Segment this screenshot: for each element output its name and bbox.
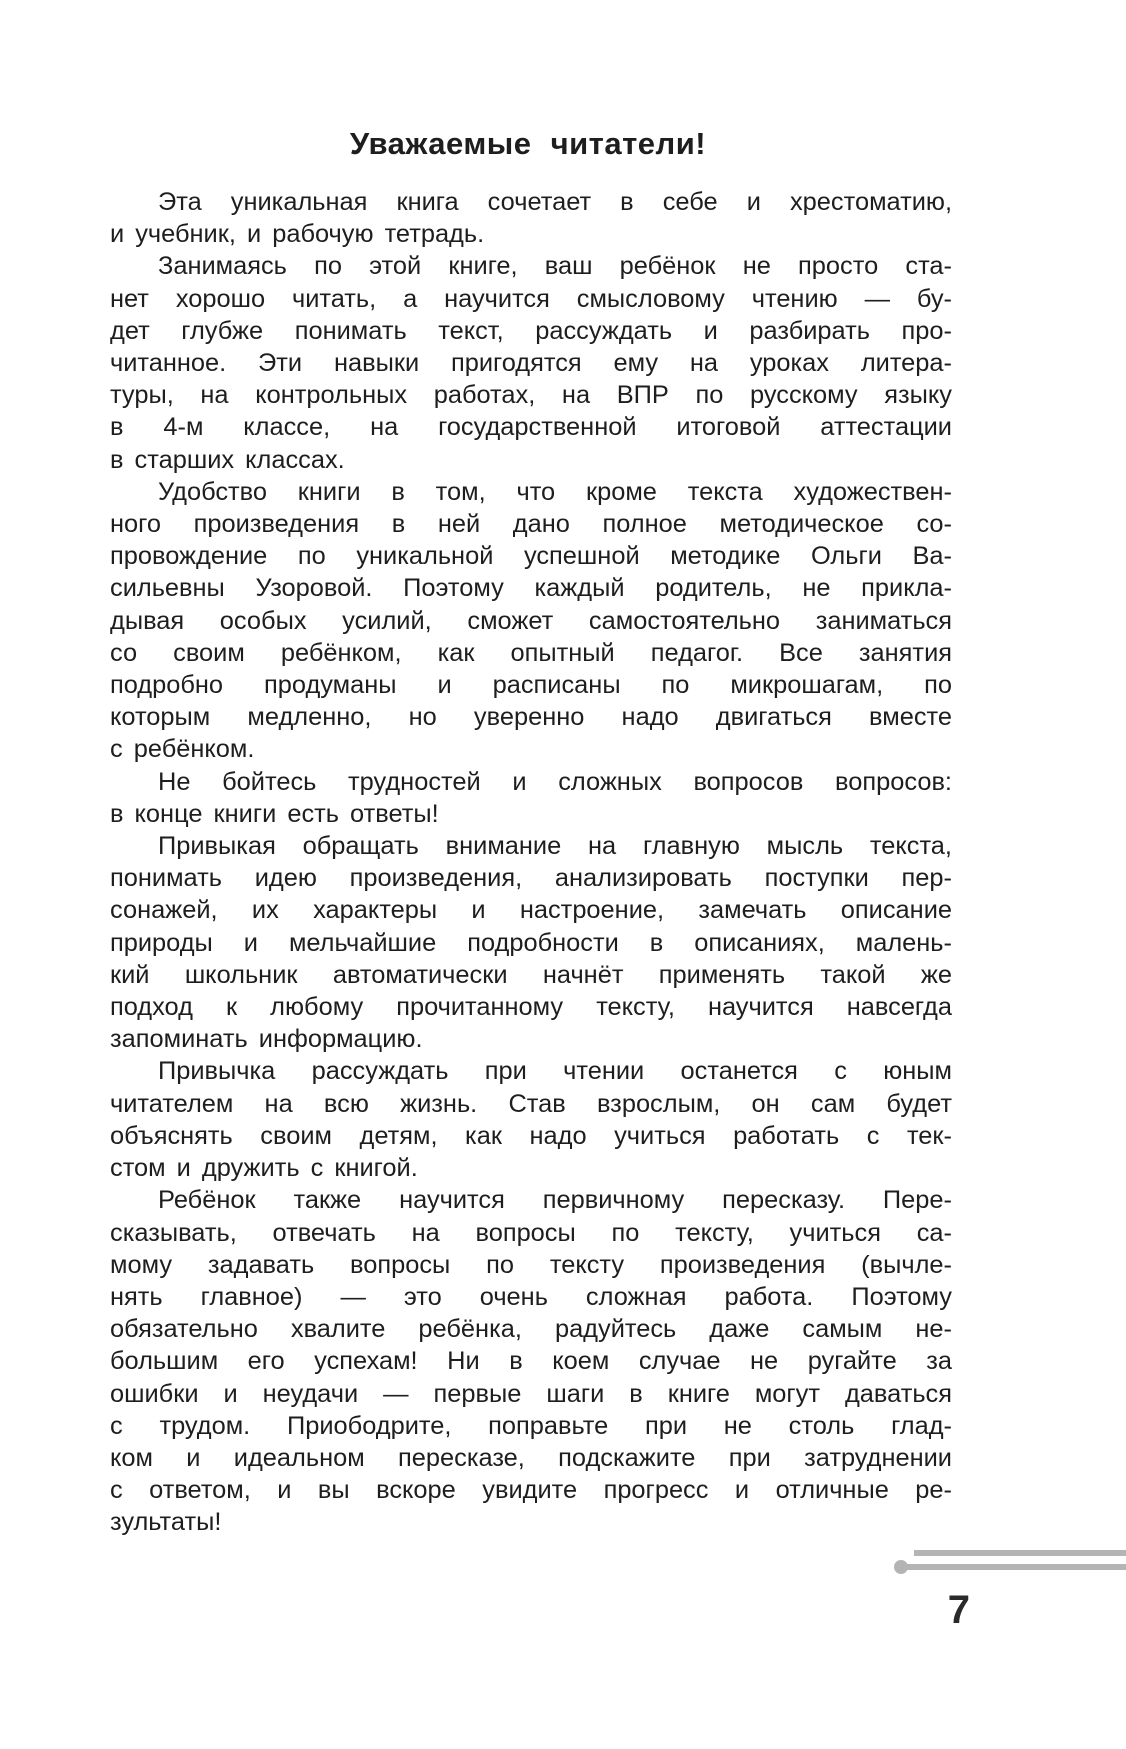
text-line: читанное. Эти навыки пригодятся ему на уроках литера- <box>110 349 952 378</box>
text-line: нять главное) — это очень сложная работа. Поэтому <box>110 1282 952 1311</box>
text-line: стом и дружить с книгой. <box>110 1154 418 1183</box>
text-line: подход к любому прочитанному тексту, научится навсегда <box>110 993 952 1022</box>
text-line: понимать идею произведения, анализировать поступки пер- <box>110 864 952 893</box>
page-number: 7 <box>947 1588 970 1632</box>
text-line: Привыкая обращать внимание на главную мысль текста, <box>158 832 952 861</box>
text-line: Эта уникальная книга сочетает в себе и хрестоматию, <box>158 188 952 216</box>
text-line: с трудом. Приободрите, поправьте при не столь глад- <box>110 1411 952 1440</box>
text-line: запоминать информацию. <box>110 1025 423 1054</box>
text-line: сонажей, их характеры и настроение, замечать описание <box>110 896 952 925</box>
text-line: туры, на контрольных работах, на ВПР по русскому языку <box>110 381 952 410</box>
text-line: с ответом, и вы вскоре увидите прогресс и отличные ре- <box>110 1476 952 1505</box>
text-line: природы и мельчайшие подробности в описаниях, малень- <box>110 928 952 957</box>
text-line: которым медленно, но уверенно надо двигаться вместе <box>110 703 952 732</box>
text-line: обязательно хвалите ребёнка, радуйтесь даже самым не- <box>110 1315 952 1344</box>
text-line: большим его успехам! Ни в коем случае не ругайте за <box>110 1347 952 1376</box>
text-line: со своим ребёнком, как опытный педагог. Все занятия <box>110 638 952 667</box>
text-line: объяснять своим детям, как надо учиться работать с тек- <box>110 1121 952 1150</box>
text-line: ком и идеальном пересказе, подскажите при затруднении <box>110 1443 952 1472</box>
text-line: ного произведения в ней дано полное методическое со- <box>110 510 952 539</box>
text-line: подробно продуманы и расписаны по микрошагам, по <box>110 671 952 700</box>
text-line: Не бойтесь трудностей и сложных вопросов вопросов: <box>158 767 952 796</box>
page-title: Уважаемые читатели! <box>349 126 707 161</box>
text-line: сказывать, отвечать на вопросы по тексту, учиться са- <box>110 1218 952 1247</box>
text-line: Удобство книги в том, что кроме текста художествен- <box>158 477 952 506</box>
text-line: в 4-м классе, на государственной итоговой аттестации <box>110 413 952 442</box>
text-line: Привычка рассуждать при чтении останется с юным <box>158 1057 952 1086</box>
text-line: дет глубже понимать текст, рассуждать и разбирать про- <box>110 316 952 345</box>
text-line: ошибки и неудачи — первые шаги в книге могут даваться <box>110 1379 952 1408</box>
text-line: и учебник, и рабочую тетрадь. <box>110 220 485 249</box>
text-line: с ребёнком. <box>110 735 255 764</box>
text-line: провождение по уникальной успешной методике Ольги Ва- <box>110 542 952 571</box>
text-line: мому задавать вопросы по тексту произведения (вычле- <box>110 1250 952 1279</box>
text-line: сильевны Узоровой. Поэтому каждый родитель, не прикла- <box>110 574 952 603</box>
footer-dot <box>894 1560 908 1574</box>
text-line: Занимаясь по этой книге, ваш ребёнок не просто ста- <box>158 252 952 281</box>
text-line: в старших классах. <box>110 445 345 474</box>
text-line: дывая особых усилий, сможет самостоятельно заниматься <box>110 606 952 635</box>
text-line: кий школьник автоматически начнёт применять такой же <box>110 960 952 989</box>
text-line: Ребёнок также научится первичному пересказу. Пере- <box>158 1186 952 1215</box>
text-line: читателем на всю жизнь. Став взрослым, он сам будет <box>110 1089 952 1118</box>
text-line: в конце книги есть ответы! <box>110 799 439 828</box>
text-line: зультаты! <box>110 1508 222 1537</box>
text-line: нет хорошо читать, а научится смысловому чтению — бу- <box>110 284 952 313</box>
